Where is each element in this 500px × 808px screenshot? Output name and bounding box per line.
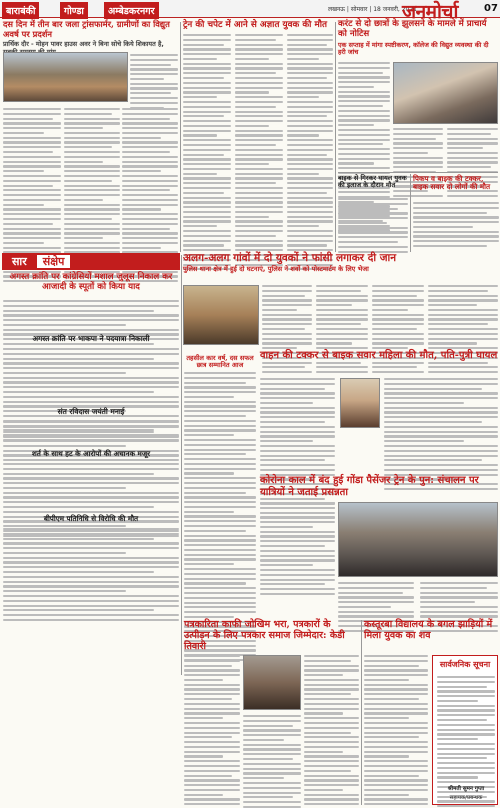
article-body: [384, 378, 498, 490]
article-headline: अगस्त क्रांति पर भाकपा ने पदयात्रा निकाली: [32, 334, 150, 343]
article-bpm: [3, 515, 179, 523]
article-headline: कोरोना काल में बंद हुई गोंडा पैसेंजर ट्रेन के पुन: संचालन पर यात्रियों ने जताई प्रसन्नता: [260, 475, 479, 498]
article-congress-march: [3, 273, 179, 293]
article-headline: शर्त के साथ हट के आरोपों की अचानक मजूर: [31, 449, 151, 458]
article-headline: ट्रेन की चपेट में आने से अज्ञात युवक की मौत: [183, 20, 327, 30]
train-photo: [338, 502, 498, 577]
article-headline: कस्तूरबा विद्यालय के बगल झाड़ियों में मिला युवक का शव: [364, 619, 493, 641]
article-pickup-bike: [413, 175, 499, 192]
article-allegations: [3, 450, 179, 458]
section-tab-ambedkarnagar[interactable]: अम्बेडकरनगर: [104, 2, 159, 19]
article-headline: दस दिन में तीन बार जला ट्रांसफार्मर, ग्रामीणों का विद्युत अवर्ष पर प्रदर्शन: [3, 19, 170, 39]
article-ravidas: [3, 408, 179, 417]
article-body: [130, 54, 178, 109]
section-tab-barabanki[interactable]: बाराबंकी: [2, 2, 39, 19]
article-bike-fall: [338, 175, 408, 190]
column-rule: [361, 620, 362, 805]
article-body-found: [364, 620, 499, 642]
article-subheadline: प्रार्थिक दौर - मोहन पावर हाउस अवर ने बिना सोचे किये शिकायत है,: [3, 40, 164, 49]
article-suicide: [183, 252, 499, 274]
ad-title: सार्वजनिक सूचना: [439, 659, 491, 669]
article-transformer: [3, 20, 179, 56]
article-passenger-train: [260, 475, 498, 498]
article-headline: बीपीएम पतिनिधि से विरोधि की मौत: [43, 514, 139, 523]
protest-photo: [3, 52, 128, 102]
incident-photo: [183, 285, 259, 345]
article-body: [3, 463, 179, 537]
article-body: [338, 198, 408, 253]
edition-date: लखनऊ | सोमवार | 18 जनवरी, 2021: [328, 6, 417, 13]
article-journalism: [184, 620, 359, 653]
ad-signature-note: सहायक/प्रबन्धक: [449, 795, 483, 801]
article-subheadline: पुलिस थाना क्षेत्र में हुई दो घटनाएं, पुलिस ने शवों को पोस्टमार्टम के लिए भेजा: [183, 265, 369, 274]
column-rule: [181, 255, 182, 675]
article-headline: वाहन की टक्कर से बाइक सवार महिला की मौत, पति-पुत्री घायल: [260, 350, 498, 361]
article-body: [183, 34, 231, 270]
article-body: [243, 715, 301, 808]
article-headline: अगस्त क्रांति पर कांग्रेसियों मशाल जुलूस निकाल कर आजादी के स्पूतों को किया याद: [9, 272, 173, 292]
article-road-accident: [260, 350, 498, 362]
article-body: [364, 655, 428, 808]
article-headline: पिकप व बाइक की टक्कर, बाइक सवार दो लोगों की मौत: [413, 174, 491, 192]
article-college-current: [338, 20, 498, 57]
article-body: [260, 502, 335, 595]
news-brief-banner: [2, 253, 180, 270]
column-rule: [180, 22, 181, 252]
ad-signature: श्रीमती सुमन गुप्ता: [447, 786, 485, 792]
public-notice-ad: [432, 655, 498, 805]
article-body: [235, 34, 283, 266]
newspaper-logo: जनमोर्चा: [402, 1, 458, 23]
article-headline: पत्रकारिता काफी जोखिम भरा, पत्रकारों के उत्पीड़न के लिए पत्रकार समाज जिम्मेदार: केडी तिवारी: [184, 619, 345, 652]
article-body: [3, 300, 179, 355]
article-body: [3, 528, 179, 621]
article-tehsil: [184, 355, 256, 370]
hospital-photo: [393, 62, 498, 124]
article-headline: करंट से दो छात्रों के झुलसने के मामले में प्राचार्य को नोटिस: [338, 19, 487, 39]
article-train-accident: [183, 20, 333, 30]
article-body: [304, 655, 359, 808]
article-headline: अलग-अलग गांवों में दो युवकों ने फांसी लगाकर दी जान: [183, 252, 397, 264]
brief-label: सार: [12, 255, 27, 268]
article-body: [413, 202, 499, 247]
article-subheadline: एक सप्ताह में मांगा स्पष्टीकरण, कॉलेज की विद्युत व्यवस्था की दी हरी जांच: [338, 40, 489, 57]
article-body: [287, 34, 333, 270]
article-headline: बाइक से गिरकर घायल युवक की इलाज के दौरान मौत: [338, 174, 407, 190]
section-tab-gonda[interactable]: गोण्डा: [60, 2, 88, 19]
victim-photo: [340, 378, 380, 428]
article-cpi-march: [3, 335, 179, 344]
article-body: [184, 655, 240, 808]
article-headline: संत रविदास जयंती मनाई: [57, 407, 125, 416]
page-number: 07: [484, 3, 498, 14]
article-body: [184, 372, 256, 661]
speaker-photo: [243, 655, 301, 710]
article-headline: तहसील कार वर्ष, दस सफल छात्र सम्मानित आज: [186, 354, 254, 370]
section-rule: [338, 172, 498, 173]
column-rule: [410, 174, 411, 252]
column-rule: [335, 22, 336, 252]
brief-label-alt: संक्षेप: [37, 255, 71, 268]
